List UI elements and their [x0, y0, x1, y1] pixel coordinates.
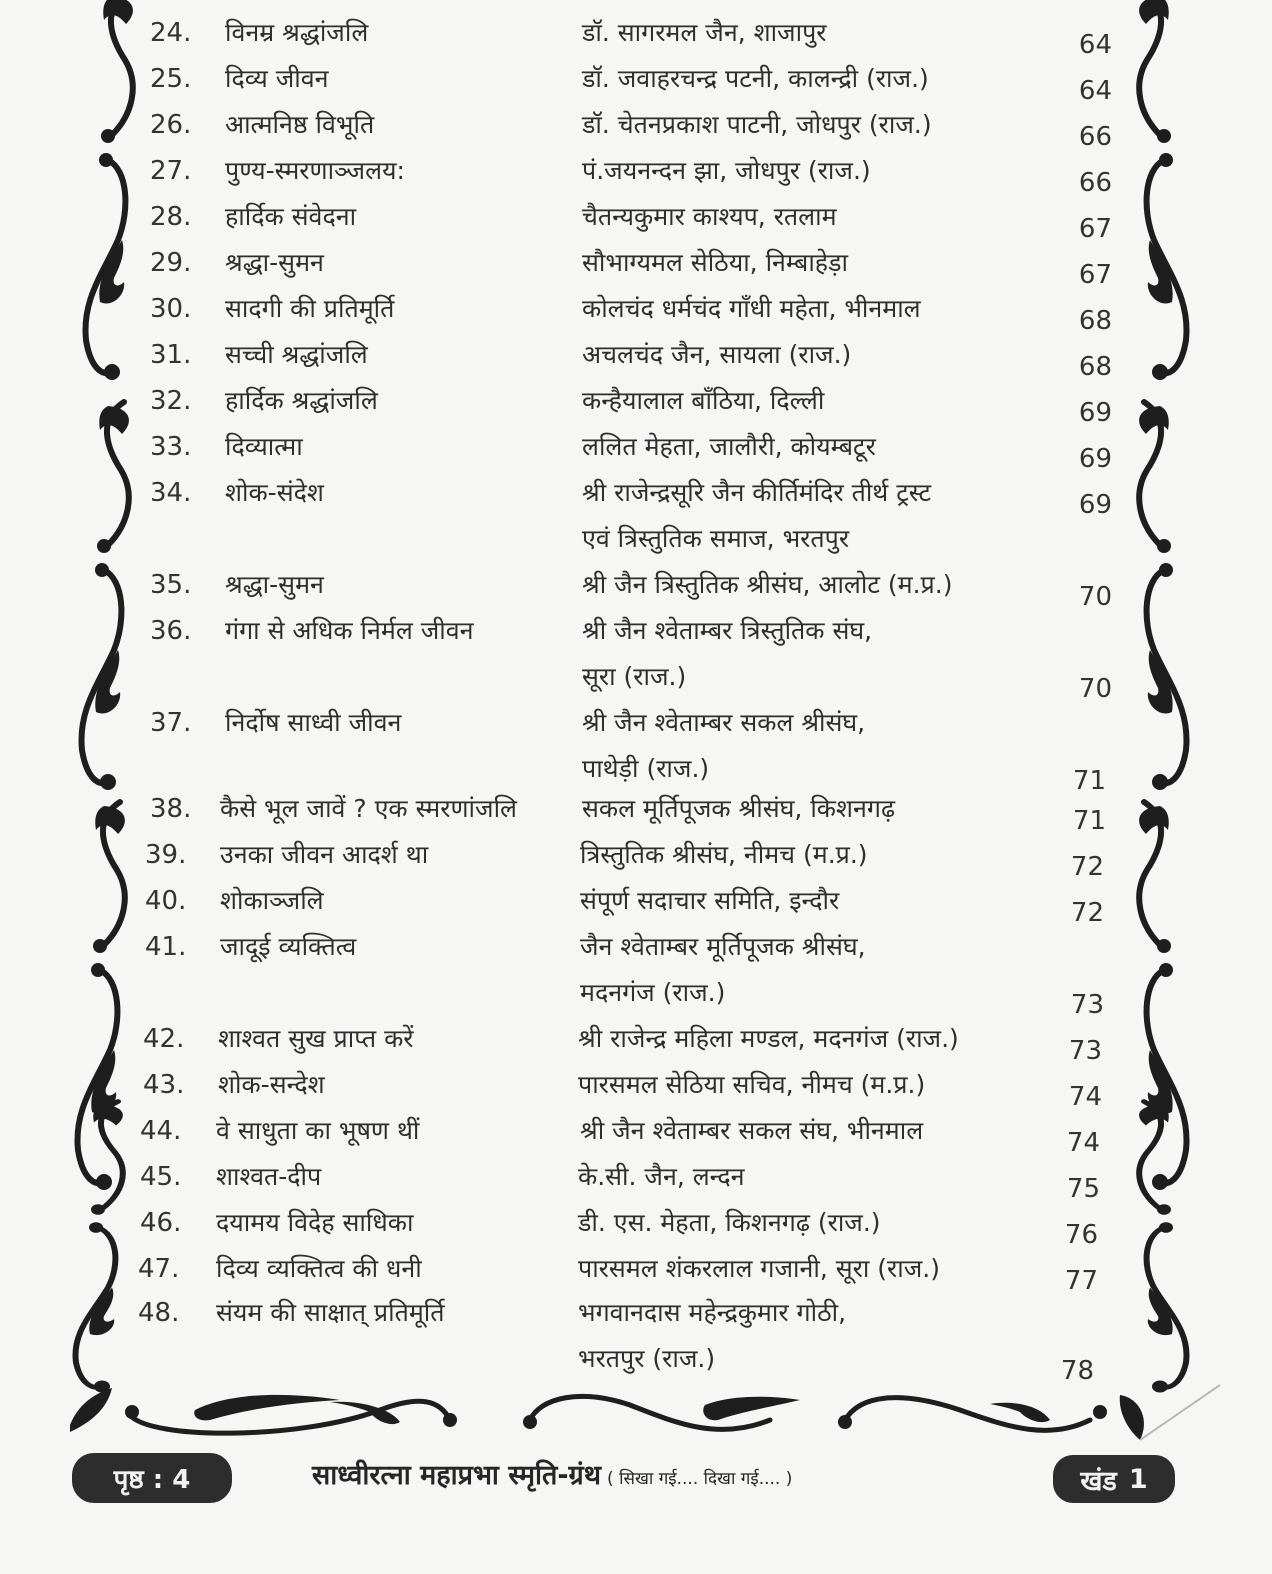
entry-author-continued: एवं त्रिस्तुतिक समाज, भरतपुर	[582, 524, 850, 553]
entry-page-number: 72	[1070, 898, 1104, 928]
entry-number: 34.	[150, 478, 192, 508]
toc-row	[0, 1200, 1272, 1250]
toc-row	[0, 194, 1272, 244]
toc-row	[0, 1108, 1272, 1158]
entry-author-continued: मदनगंज (राज.)	[580, 978, 726, 1007]
entry-title: दिव्य जीवन	[225, 64, 329, 93]
toc-row	[0, 56, 1272, 106]
entry-title: दिव्यात्मा	[225, 432, 303, 461]
toc-row	[0, 1062, 1272, 1112]
toc-row	[0, 786, 1272, 836]
toc-row	[0, 10, 1272, 60]
entry-number: 39.	[145, 840, 187, 870]
entry-author: श्री जैन त्रिस्तुतिक श्रीसंघ, आलोट (म.प्र.)	[582, 570, 953, 599]
toc-row	[0, 470, 1272, 553]
toc-row	[0, 924, 1272, 1020]
entry-page-number: 68	[1078, 306, 1112, 336]
toc-row	[0, 148, 1272, 198]
entry-author: पं.जयनन्दन झा, जोधपुर (राज.)	[582, 156, 871, 185]
entry-page-number: 78	[1060, 1356, 1094, 1386]
entry-number: 40.	[145, 886, 187, 916]
entry-author: संपूर्ण सदाचार समिति, इन्दौर	[580, 886, 840, 915]
entry-number: 28.	[150, 202, 192, 232]
entry-page-number: 74	[1066, 1128, 1100, 1158]
entry-title: दयामय विदेह साधिका	[216, 1208, 414, 1237]
entry-number: 37.	[150, 708, 192, 738]
entry-title: पुण्य-स्मरणाञ्जलय:	[225, 156, 405, 185]
entry-number: 30.	[150, 294, 192, 324]
entry-title: श्रद्धा-सुमन	[225, 570, 324, 599]
entry-number: 48.	[138, 1298, 180, 1328]
toc-row	[0, 700, 1272, 796]
entry-number: 25.	[150, 64, 192, 94]
entry-page-number: 74	[1068, 1082, 1102, 1112]
entry-title: सच्ची श्रद्धांजलि	[225, 340, 368, 369]
entry-number: 32.	[150, 386, 192, 416]
entry-title: शाश्वत सुख प्राप्त करें	[218, 1024, 414, 1053]
entry-number: 29.	[150, 248, 192, 278]
entry-number: 35.	[150, 570, 192, 600]
toc-row	[0, 608, 1272, 704]
entry-page-number: 73	[1068, 1036, 1102, 1066]
entry-author: ललित मेहता, जालौरी, कोयम्बटूर	[582, 432, 876, 461]
entry-author: त्रिस्तुतिक श्रीसंघ, नीमच (म.प्र.)	[580, 840, 868, 869]
entry-page-number: 72	[1070, 852, 1104, 882]
entry-page-number: 67	[1078, 214, 1112, 244]
entry-title: शोक-सन्देश	[218, 1070, 325, 1099]
entry-number: 33.	[150, 432, 192, 462]
entry-author: भगवानदास महेन्द्रकुमार गोठी,	[578, 1298, 847, 1327]
section-number: 1	[1128, 1463, 1148, 1495]
entry-title: उनका जीवन आदर्श था	[220, 840, 429, 869]
entry-page-number: 77	[1064, 1266, 1098, 1296]
entry-title: हार्दिक संवेदना	[225, 202, 357, 231]
entry-number: 38.	[150, 794, 192, 824]
toc-row	[0, 1246, 1272, 1296]
entry-title: आत्मनिष्ठ विभूति	[225, 110, 375, 139]
entry-number: 43.	[143, 1070, 185, 1100]
toc-row	[0, 1016, 1272, 1066]
entry-number: 31.	[150, 340, 192, 370]
toc-row	[0, 832, 1272, 882]
running-footer-title	[312, 1455, 792, 1501]
entry-page-number: 71	[1072, 806, 1106, 836]
entry-author: जैन श्वेताम्बर मूर्तिपूजक श्रीसंघ,	[580, 932, 866, 961]
book-subtitle: ( सिखा गई.... दिखा गई.... )	[607, 1469, 793, 1489]
entry-number: 24.	[150, 18, 192, 48]
entry-author-continued: पाथेड़ी (राज.)	[582, 754, 710, 783]
entry-page-number: 71	[1072, 766, 1106, 796]
entry-page-number: 75	[1066, 1174, 1100, 1204]
entry-author-continued: सूरा (राज.)	[582, 662, 687, 691]
entry-title: शाश्वत-दीप	[216, 1162, 322, 1191]
entry-author: डॉ. चेतनप्रकाश पाटनी, जोधपुर (राज.)	[582, 110, 932, 139]
entry-author: श्री राजेन्द्रसूरि जैन कीर्तिमंदिर तीर्थ ट्रस्ट	[582, 478, 932, 507]
entry-page-number: 69	[1078, 490, 1112, 520]
entry-title: शोकाञ्जलि	[220, 886, 324, 915]
entry-page-number: 69	[1078, 398, 1112, 428]
entry-author: पारसमल शंकरलाल गजानी, सूरा (राज.)	[578, 1254, 940, 1283]
toc-row	[0, 286, 1272, 336]
entry-title: वे साधुता का भूषण थीं	[216, 1116, 420, 1145]
entry-title: हार्दिक श्रद्धांजलि	[225, 386, 378, 415]
entry-title: गंगा से अधिक निर्मल जीवन	[225, 616, 474, 645]
entry-number: 27.	[150, 156, 192, 186]
entry-title: जादूई व्यक्तित्व	[220, 932, 357, 961]
entry-page-number: 68	[1078, 352, 1112, 382]
entry-page-number: 76	[1064, 1220, 1098, 1250]
entry-page-number: 70	[1078, 582, 1112, 612]
entry-author: डॉ. सागरमल जैन, शाजापुर	[582, 18, 827, 47]
entry-page-number: 66	[1078, 168, 1112, 198]
entry-title: विनम्र श्रद्धांजलि	[225, 18, 369, 47]
entry-number: 42.	[143, 1024, 185, 1054]
toc-row	[0, 1154, 1272, 1204]
entry-number: 44.	[140, 1116, 182, 1146]
entry-author: के.सी. जैन, लन्दन	[578, 1162, 745, 1191]
entry-title: संयम की साक्षात् प्रतिमूर्ति	[216, 1298, 445, 1327]
entry-author: श्री राजेन्द्र महिला मण्डल, मदनगंज (राज.)	[578, 1024, 959, 1053]
entry-author: कन्हैयालाल बाँठिया, दिल्ली	[582, 386, 825, 415]
entry-author: श्री जैन श्वेताम्बर त्रिस्तुतिक संघ,	[582, 616, 873, 645]
book-title: साध्वीरत्ना महाप्रभा स्मृति-ग्रंथ	[312, 1460, 602, 1491]
section-label: खंड	[1080, 1465, 1117, 1497]
entry-title: शोक-संदेश	[225, 478, 324, 507]
entry-author: चैतन्यकुमार काश्यप, रतलाम	[582, 202, 837, 231]
entry-page-number: 64	[1078, 76, 1112, 106]
toc-row	[0, 878, 1272, 928]
entry-number: 26.	[150, 110, 192, 140]
page-number-badge	[72, 1453, 232, 1503]
entry-author: अचलचंद जैन, सायला (राज.)	[582, 340, 852, 369]
page-number-label: पृष्ठ : 4	[113, 1465, 191, 1495]
entry-number: 36.	[150, 616, 192, 646]
entry-author-continued: भरतपुर (राज.)	[578, 1344, 716, 1373]
entry-author: सकल मूर्तिपूजक श्रीसंघ, किशनगढ़	[582, 794, 896, 823]
entry-number: 45.	[140, 1162, 182, 1192]
entry-author: कोलचंद धर्मचंद गाँधी महेता, भीनमाल	[582, 294, 921, 323]
toc-row	[0, 332, 1272, 382]
entry-page-number: 67	[1078, 260, 1112, 290]
entry-title: दिव्य व्यक्तित्व की धनी	[216, 1254, 422, 1283]
entry-page-number: 73	[1070, 990, 1104, 1020]
entry-author: पारसमल सेठिया सचिव, नीमच (म.प्र.)	[578, 1070, 926, 1099]
section-badge	[1053, 1455, 1175, 1503]
entry-title: श्रद्धा-सुमन	[225, 248, 324, 277]
entry-page-number: 66	[1078, 122, 1112, 152]
entry-title: निर्दोष साध्वी जीवन	[225, 708, 402, 737]
toc-row	[0, 562, 1272, 612]
entry-author: श्री जैन श्वेताम्बर सकल श्रीसंघ,	[582, 708, 866, 737]
entry-author: श्री जैन श्वेताम्बर सकल संघ, भीनमाल	[580, 1116, 924, 1145]
entry-author: सौभाग्यमल सेठिया, निम्बाहेड़ा	[582, 248, 848, 277]
entry-page-number: 70	[1078, 674, 1112, 704]
entry-number: 41.	[145, 932, 187, 962]
toc-row	[0, 378, 1272, 428]
entry-title: सादगी की प्रतिमूर्ति	[225, 294, 395, 323]
toc-row	[0, 240, 1272, 290]
entry-title: कैसे भूल जावें ? एक स्मरणांजलि	[220, 794, 518, 823]
entry-number: 47.	[138, 1254, 180, 1284]
entry-number: 46.	[140, 1208, 182, 1238]
toc-row	[0, 102, 1272, 152]
toc-row	[0, 424, 1272, 474]
toc-row	[0, 1290, 1272, 1386]
entry-author: डॉ. जवाहरचन्द्र पटनी, कालन्द्री (राज.)	[582, 64, 929, 93]
entry-page-number: 64	[1078, 30, 1112, 60]
entry-page-number: 69	[1078, 444, 1112, 474]
entry-author: डी. एस. मेहता, किशनगढ़ (राज.)	[578, 1208, 881, 1237]
